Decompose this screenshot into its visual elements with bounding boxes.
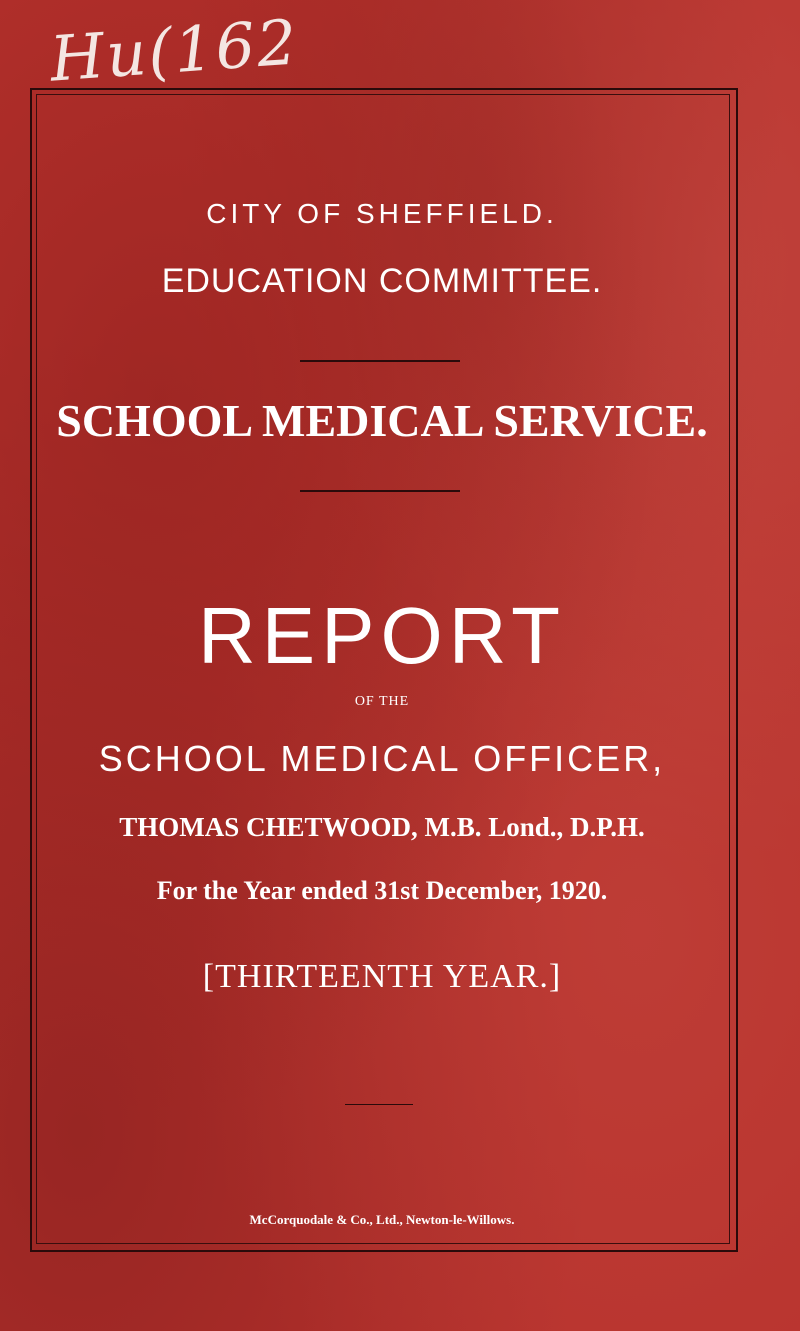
edition-label: [THIRTEENTH YEAR.] [202, 958, 562, 995]
report-period: For the Year ended 31st December, 1920. [156, 876, 608, 905]
city-heading: CITY OF SHEFFIELD. [206, 198, 558, 229]
committee-heading: EDUCATION COMMITTEE. [161, 262, 603, 300]
printer-imprint: McCorquodale & Co., Ltd., Newton-le-Willows. [249, 1212, 515, 1227]
of-the-label: OF THE [354, 694, 410, 709]
divider-rule [300, 490, 460, 492]
divider-rule [345, 1104, 413, 1105]
officer-name: THOMAS CHETWOOD, M.B. Lond., D.P.H. [119, 812, 645, 842]
officer-heading: SCHOOL MEDICAL OFFICER, [98, 738, 666, 779]
report-title: REPORT [198, 591, 566, 680]
service-heading: SCHOOL MEDICAL SERVICE. [56, 395, 708, 446]
divider-rule [300, 360, 460, 362]
handwritten-catalogue-number: Hu(162 [47, 5, 301, 96]
